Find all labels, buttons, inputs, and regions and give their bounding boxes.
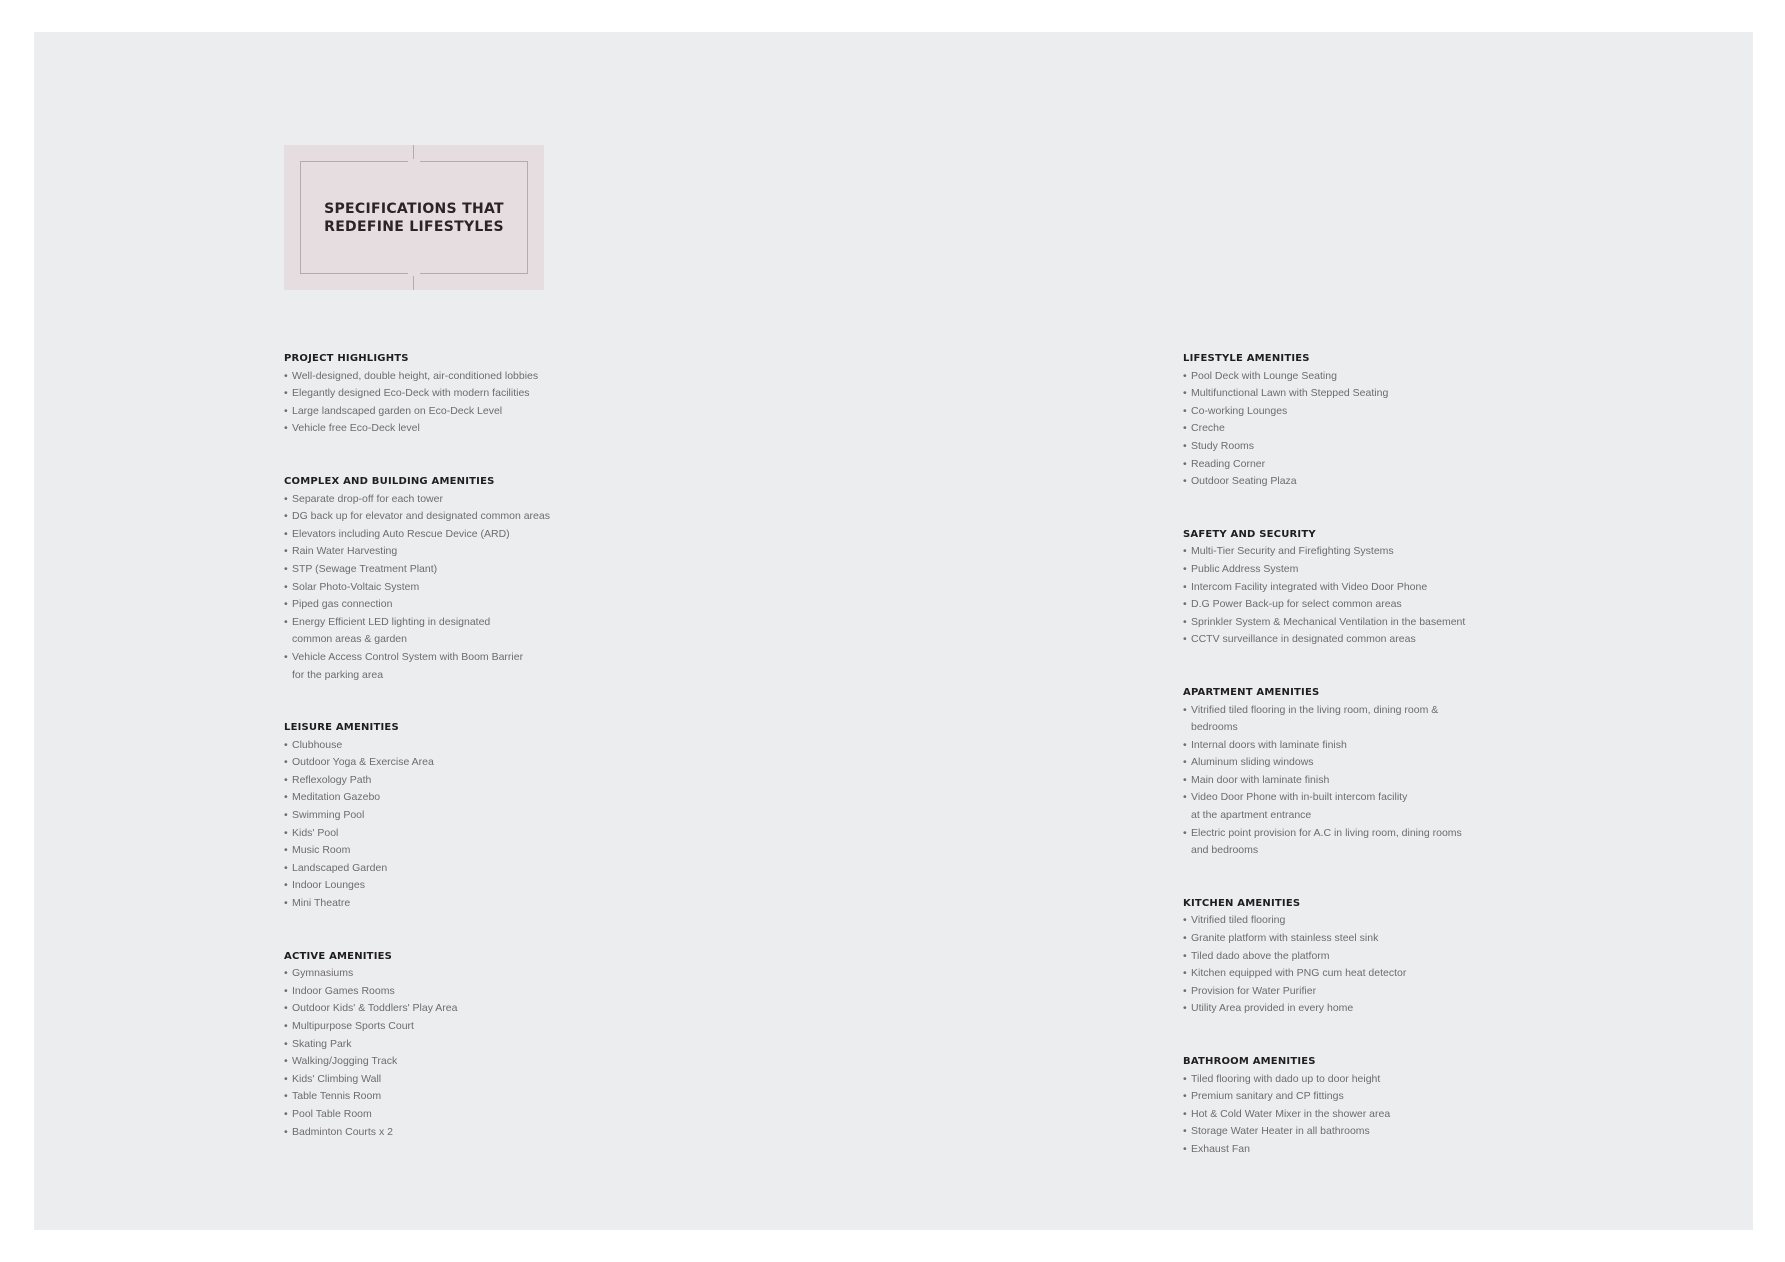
section-heading: COMPLEX AND BUILDING AMENITIES [284,475,495,487]
list-item: • D.G Power Back-up for select common areas [1183,596,1583,614]
section-list [284,965,684,1141]
list-item: • Elegantly designed Eco-Deck with modern facilities [284,385,684,403]
list-item: • Provision for Water Purifier [1183,983,1583,1001]
list-item: • Reflexology Path [284,772,684,790]
list-item: • Vitrified tiled flooring in the living room, dining room & bedrooms [1183,702,1583,737]
list-item: • Mini Theatre [284,895,684,913]
list-item: • Well-designed, double height, air-conditioned lobbies [284,368,684,386]
list-item: • Elevators including Auto Rescue Device (ARD) [284,526,684,544]
page-title: SPECIFICATIONS THAT REDEFINE LIFESTYLES [324,200,504,235]
section-list [284,737,684,913]
section-list [284,368,684,438]
section-heading: PROJECT HIGHLIGHTS [284,353,409,364]
section-list [284,491,684,685]
list-item: • Clubhouse [284,737,684,755]
list-item: • Granite platform with stainless steel sink [1183,930,1583,948]
list-item: • Music Room [284,842,684,860]
list-item: • Pool Deck with Lounge Seating [1183,368,1583,386]
list-item: • Multifunctional Lawn with Stepped Seating [1183,385,1583,403]
section-heading: APARTMENT AMENITIES [1183,686,1320,698]
section-heading: LEISURE AMENITIES [284,722,399,734]
list-item: • Landscaped Garden [284,860,684,878]
list-item: • Outdoor Seating Plaza [1183,473,1583,491]
section-leisure-amenities [284,719,684,913]
section-kitchen-amenities [1183,895,1583,1018]
list-item: • Exhaust Fan [1183,1141,1583,1159]
list-item: • Reading Corner [1183,456,1583,474]
list-item: • Creche [1183,420,1583,438]
list-item: • DG back up for elevator and designated common areas [284,508,684,526]
list-item: • Electric point provision for A.C in living room, dining rooms and bedrooms [1183,825,1583,860]
list-item: • Intercom Facility integrated with Video Door Phone [1183,579,1583,597]
section-heading: ACTIVE AMENITIES [284,950,393,962]
list-item: • Swimming Pool [284,807,684,825]
list-item: • CCTV surveillance in designated common areas [1183,631,1583,649]
list-item: • Tiled dado above the platform [1183,948,1583,966]
list-item: • Kitchen equipped with PNG cum heat detector [1183,965,1583,983]
list-item: • Main door with laminate finish [1183,772,1583,790]
section-list [1183,702,1583,860]
list-item: • Utility Area provided in every home [1183,1000,1583,1018]
section-heading: KITCHEN AMENITIES [1183,897,1301,909]
list-item: • Hot & Cold Water Mixer in the shower area [1183,1106,1583,1124]
list-item: • Public Address System [1183,561,1583,579]
list-item: • Study Rooms [1183,438,1583,456]
list-item: • Piped gas connection [284,596,684,614]
list-item: • Energy Efficient LED lighting in designated common areas & garden [284,614,684,649]
list-item: • Indoor Lounges [284,877,684,895]
list-item: • Vitrified tiled flooring [1183,912,1583,930]
section-heading: SAFETY AND SECURITY [1183,528,1316,540]
list-item: • Storage Water Heater in all bathrooms [1183,1123,1583,1141]
list-item: • Table Tennis Room [284,1088,684,1106]
left-column [284,350,684,1176]
section-bathroom-amenities [1183,1053,1583,1159]
right-column [1183,350,1583,1194]
list-item: • Vehicle Access Control System with Boom Barrier for the parking area [284,649,684,684]
list-item: • Co-working Lounges [1183,403,1583,421]
list-item: • Separate drop-off for each tower [284,491,684,509]
list-item: • Kids' Climbing Wall [284,1071,684,1089]
section-list [1183,912,1583,1018]
list-item: • Solar Photo-Voltaic System [284,579,684,597]
section-heading: BATHROOM AMENITIES [1183,1056,1316,1067]
list-item: • Indoor Games Rooms [284,983,684,1001]
list-item: • Gymnasiums [284,965,684,983]
list-item: • Multipurpose Sports Court [284,1018,684,1036]
list-item: • Meditation Gazebo [284,789,684,807]
list-item: • Sprinkler System & Mechanical Ventilation in the basement [1183,614,1583,632]
section-safety-and-security [1183,526,1583,649]
section-project-highlights [284,350,684,438]
list-item: • Outdoor Yoga & Exercise Area [284,754,684,772]
list-item: • Multi-Tier Security and Firefighting Systems [1183,543,1583,561]
list-item: • Walking/Jogging Track [284,1053,684,1071]
list-item: • Internal doors with laminate finish [1183,737,1583,755]
brochure-page [34,32,1753,1230]
list-item: • Aluminum sliding windows [1183,754,1583,772]
section-list [1183,1071,1583,1159]
list-item: • Rain Water Harvesting [284,543,684,561]
list-item: • Video Door Phone with in-built intercom facility at the apartment entrance [1183,789,1583,824]
list-item: • Outdoor Kids' & Toddlers' Play Area [284,1000,684,1018]
section-heading: LIFESTYLE AMENITIES [1183,353,1310,364]
list-item: • Badminton Courts x 2 [284,1124,684,1142]
list-item: • Premium sanitary and CP fittings [1183,1088,1583,1106]
list-item: • Large landscaped garden on Eco-Deck Level [284,403,684,421]
list-item: • Tiled flooring with dado up to door height [1183,1071,1583,1089]
section-apartment-amenities [1183,684,1583,860]
list-item: • Skating Park [284,1036,684,1054]
section-complex-and-building-amenities [284,473,684,684]
list-item: • Kids' Pool [284,825,684,843]
section-list [1183,543,1583,649]
list-item: • Pool Table Room [284,1106,684,1124]
list-item: • Vehicle free Eco-Deck level [284,420,684,438]
title-box [284,145,544,290]
section-lifestyle-amenities [1183,350,1583,491]
section-list [1183,368,1583,491]
list-item: • STP (Sewage Treatment Plant) [284,561,684,579]
section-active-amenities [284,948,684,1142]
